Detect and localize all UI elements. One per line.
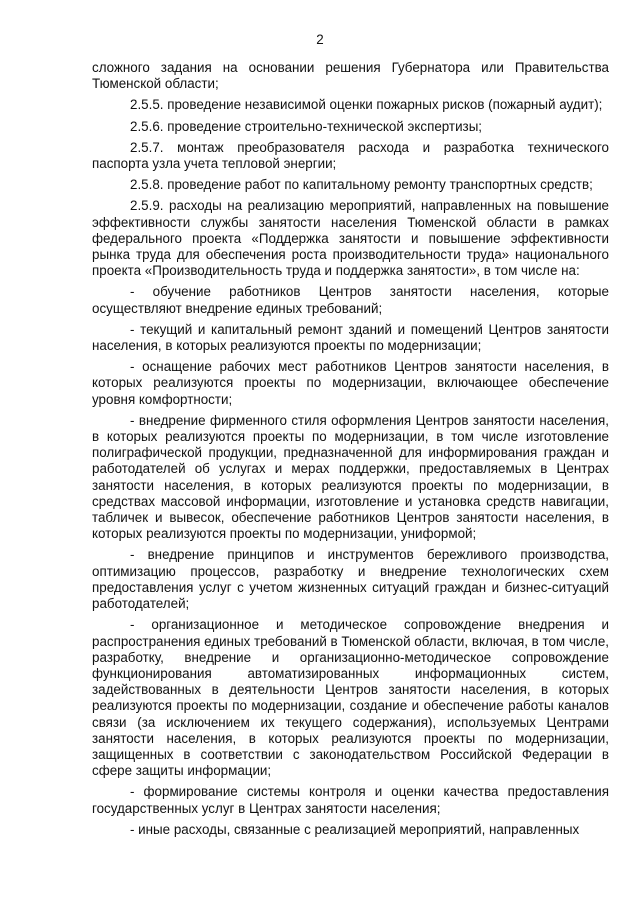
paragraph-2-5-8: 2.5.8. проведение работ по капитальному ремонту транспортных средств; [130,177,593,193]
list-item-lean-production: - внедрение принципов и инструментов бережливого производства, оптимизацию процессов, разработку и внедрение технологических схем предоставления услуг с учетом жизненных ситуаций граждан и бизнес-ситуаций работодателей; [92,547,609,612]
page-number: 2 [316,32,324,47]
list-item-corporate-style: - внедрение фирменного стиля оформления Центров занятости населения, в которых реализуются проекты по модернизации, в том числе изготовление полиграфической продукции, предназначенной для информирования граждан и работодателей об услугах и мерах поддержки, предоставляемых в Центрах занятости населения, в которых реализуются проекты по модернизации, в средствах массовой информации, изготовление и установка средств навигации, табличек и вывесок, обеспечение работников Центров занятости населения, в которых реализуются проекты по модернизации, униформой; [92,412,609,542]
paragraph-continuation: сложного задания на основании решения Губернатора или Правительства Тюменской области; [92,60,609,92]
paragraph-2-5-5: 2.5.5. проведение независимой оценки пожарных рисков (пожарный аудит); [130,97,603,113]
paragraph-2-5-6: 2.5.6. проведение строительно-технической экспертизы; [130,118,483,134]
list-item-methodological-support: - организационное и методическое сопровождение внедрения и распространения единых требований в Тюменской области, включая, в том числе, разработку, внедрение и организационно-методическое сопровождение функционирования автоматизированных информационных систем, задействованных в деятельности Центров занятости населения, в которых реализуются проекты по модернизации, создание и обеспечение работы каналов связи (за исключением их текущего содержания), используемых Центрами занятости населения, в которых реализуются проекты по модернизации, защищенных в соответствии с законодательством Российской Федерации в сфере защиты информации; [92,617,609,779]
list-item-training: - обучение работников Центров занятости населения, которые осуществляют внедрение единых требований; [92,284,609,316]
list-item-other-expenses: - иные расходы, связанные с реализацией мероприятий, направленных [130,821,580,837]
list-item-quality-control: - формирование системы контроля и оценки качества предоставления государственных услуг в Центрах занятости населения; [92,784,609,816]
list-item-workplaces: - оснащение рабочих мест работников Центров занятости населения, в которых реализуются проекты по модернизации, включающее обеспечение уровня комфортности; [92,359,609,407]
document-body [92,60,609,843]
paragraph-2-5-7: 2.5.7. монтаж преобразователя расхода и разработка технического паспорта узла учета тепловой энергии; [92,139,609,172]
list-item-repair: - текущий и капитальный ремонт зданий и помещений Центров занятости населения, в которых реализуются проекты по модернизации; [92,321,609,354]
paragraph-2-5-9: 2.5.9. расходы на реализацию мероприятий, направленных на повышение эффективности службы занятости населения Тюменской области в рамках федерального проекта «Поддержка занятости и повышение эффективности рынка труда для обеспечения роста производительности труда» национального проекта «Производительность труда и поддержка занятости», в том числе на: [92,198,609,279]
